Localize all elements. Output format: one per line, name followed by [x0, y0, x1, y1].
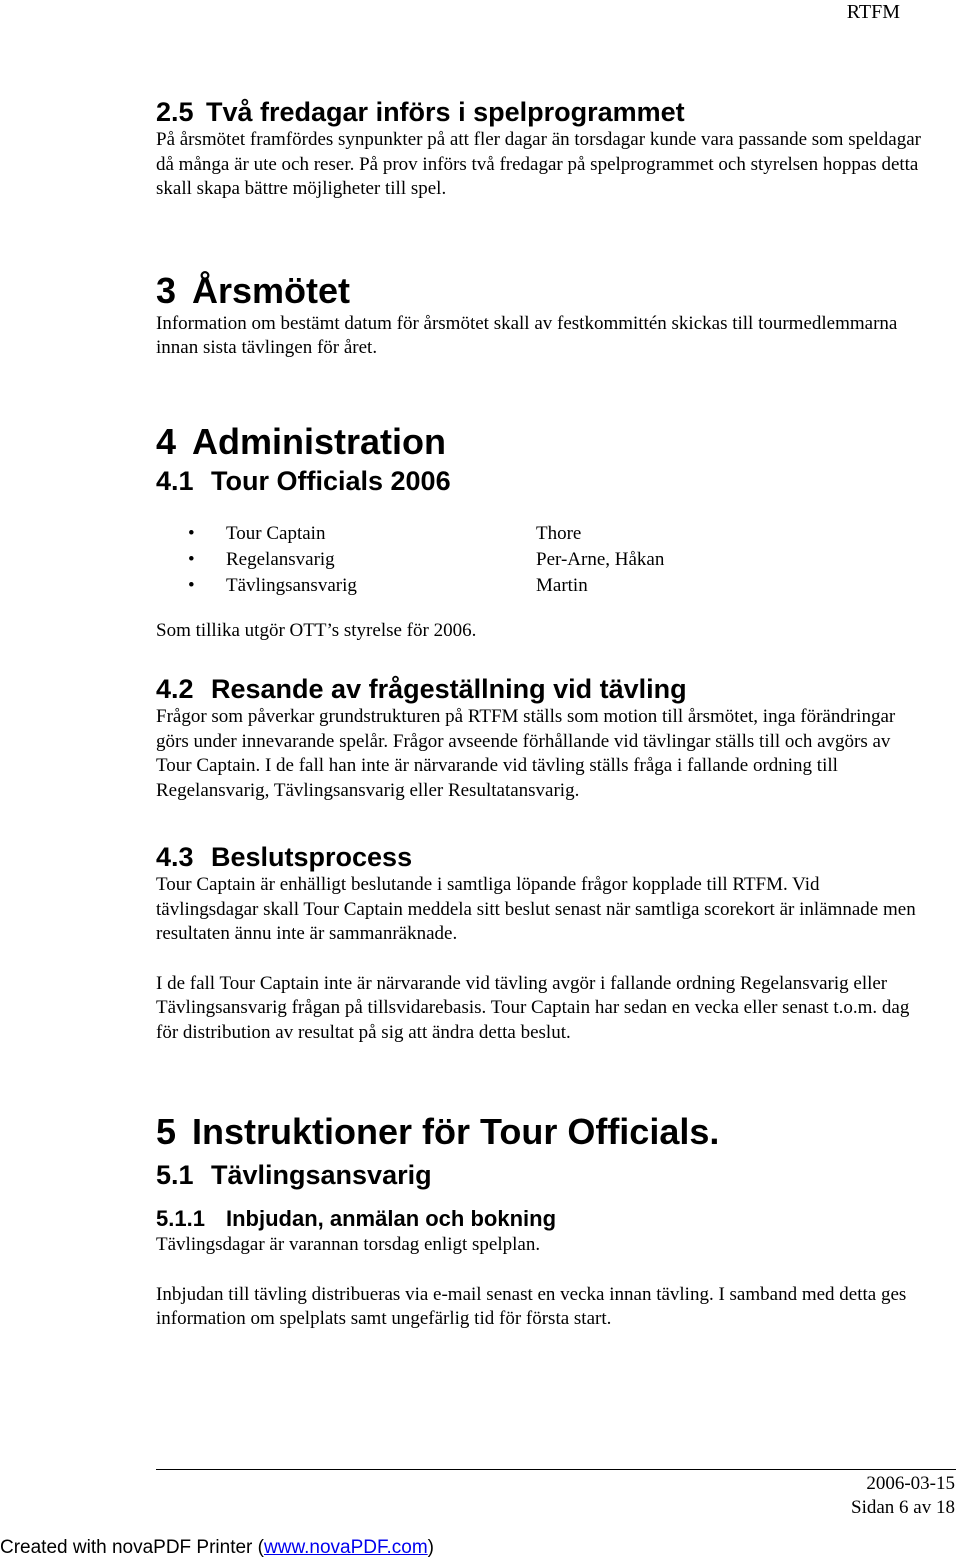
section-4-3-body-1: Tour Captain är enhälligt beslutande i samtliga löpande frågor kopplade till RTFM. Vid tävlingsdagar skall Tour Captain meddela sitt beslut senast när samtliga scorekort är inlämnade men resultaten ännu inte är sammanräknade.	[156, 874, 916, 944]
section-title: Årsmötet	[192, 269, 351, 311]
footer-divider	[156, 1469, 956, 1470]
section-title: Inbjudan, anmälan och bokning	[226, 1206, 557, 1231]
document-body	[156, 96, 926, 1332]
section-5-1-1-body-2: Inbjudan till tävling distribueras via e-mail senast en vecka innan tävling. I samband med detta ges information om spelplats samt ungefärlig tid för första start.	[156, 1283, 907, 1329]
section-number: 4.2	[156, 674, 194, 704]
section-title: Administration	[192, 420, 447, 462]
official-person: Thore	[536, 522, 582, 544]
section-number: 5.1.1	[156, 1206, 205, 1231]
official-person: Per-Arne, Håkan	[536, 548, 665, 570]
section-title: Tävlingsansvarig	[211, 1160, 432, 1190]
section-title: Beslutsprocess	[211, 842, 413, 872]
creator-suffix: )	[427, 1537, 434, 1558]
section-heading-4	[156, 421, 926, 463]
official-role: Regelansvarig	[226, 548, 335, 570]
section-5-1-1-body-1: Tävlingsdagar är varannan torsdag enligt spelplan.	[156, 1234, 541, 1255]
section-title: Två fredagar införs i spelprogrammet	[206, 97, 685, 127]
section-title: Tour Officials 2006	[211, 465, 451, 496]
officials-list	[156, 521, 926, 599]
section-heading-5-1-1	[156, 1205, 926, 1233]
pdf-creator-notice	[0, 1536, 434, 1560]
section-heading-5-1	[156, 1159, 926, 1191]
bullet-icon: •	[188, 574, 195, 596]
section-heading-2-5	[156, 96, 926, 128]
list-item	[156, 573, 926, 599]
section-heading-4-2	[156, 673, 926, 705]
bullet-icon: •	[188, 548, 195, 570]
section-4-2-body: Frågor som påverkar grundstrukturen på RTFM ställs som motion till årsmötet, inga förändringar görs under innevarande spelår. Frågor avseende förhållande vid tävlingar ställs till och avgörs av Tour Captain. I de fall han inte är närvarande vid tävling ställs fråga i fallande ordning till Regelansvarig, Tävlingsansvarig eller Resultatansvarig.	[156, 706, 896, 801]
section-number: 5.1	[156, 1160, 194, 1190]
section-3-body: Information om bestämt datum för årsmötet skall av festkommittén skickas till tourmedlemmarna innan sista tävlingen för året.	[156, 312, 898, 358]
bullet-icon: •	[188, 522, 195, 544]
section-number: 3	[156, 269, 177, 311]
section-number: 4.3	[156, 842, 194, 872]
creator-link[interactable]: www.novaPDF.com	[264, 1537, 428, 1558]
section-2-5-body: På årsmötet framfördes synpunkter på att fler dagar än torsdagar kunde vara passande som speldagar då många är ute och reser. På prov införs två fredagar på spelprogrammet och styrelsen hoppas detta skall skapa bättre möjligheter till spel.	[156, 129, 922, 199]
section-4-1-note: Som tillika utgör OTT’s styrelse för 2006.	[156, 619, 477, 641]
section-number: 2.5	[156, 97, 194, 127]
official-role: Tävlingsansvarig	[226, 574, 357, 596]
section-title: Resande av frågeställning vid tävling	[211, 674, 687, 704]
section-4-3-body-2: I de fall Tour Captain inte är närvarande vid tävling avgör i fallande ordning Regelansvarig eller Tävlingsansvarig frågan på tillsvidarebasis. Tour Captain har sedan en vecka eller senast t.o.m. dag för distribution av resultat på sig att ändra detta beslut.	[156, 972, 910, 1043]
section-heading-4-3	[156, 841, 926, 873]
section-title: Instruktioner för Tour Officials.	[192, 1111, 720, 1152]
section-heading-5	[156, 1111, 926, 1153]
list-item	[156, 521, 926, 547]
footer-date: 2006-03-15	[866, 1473, 955, 1494]
document-header-title: RTFM	[846, 1, 900, 23]
section-number: 4	[156, 420, 177, 462]
official-role: Tour Captain	[226, 522, 326, 544]
section-heading-3	[156, 270, 926, 312]
section-heading-4-1	[156, 465, 926, 497]
section-number: 5	[156, 1111, 177, 1152]
list-item	[156, 547, 926, 573]
official-person: Martin	[536, 574, 588, 596]
footer-page-number: Sidan 6 av 18	[851, 1497, 955, 1518]
creator-prefix: Created with novaPDF Printer (	[0, 1537, 264, 1558]
section-number: 4.1	[156, 465, 194, 496]
